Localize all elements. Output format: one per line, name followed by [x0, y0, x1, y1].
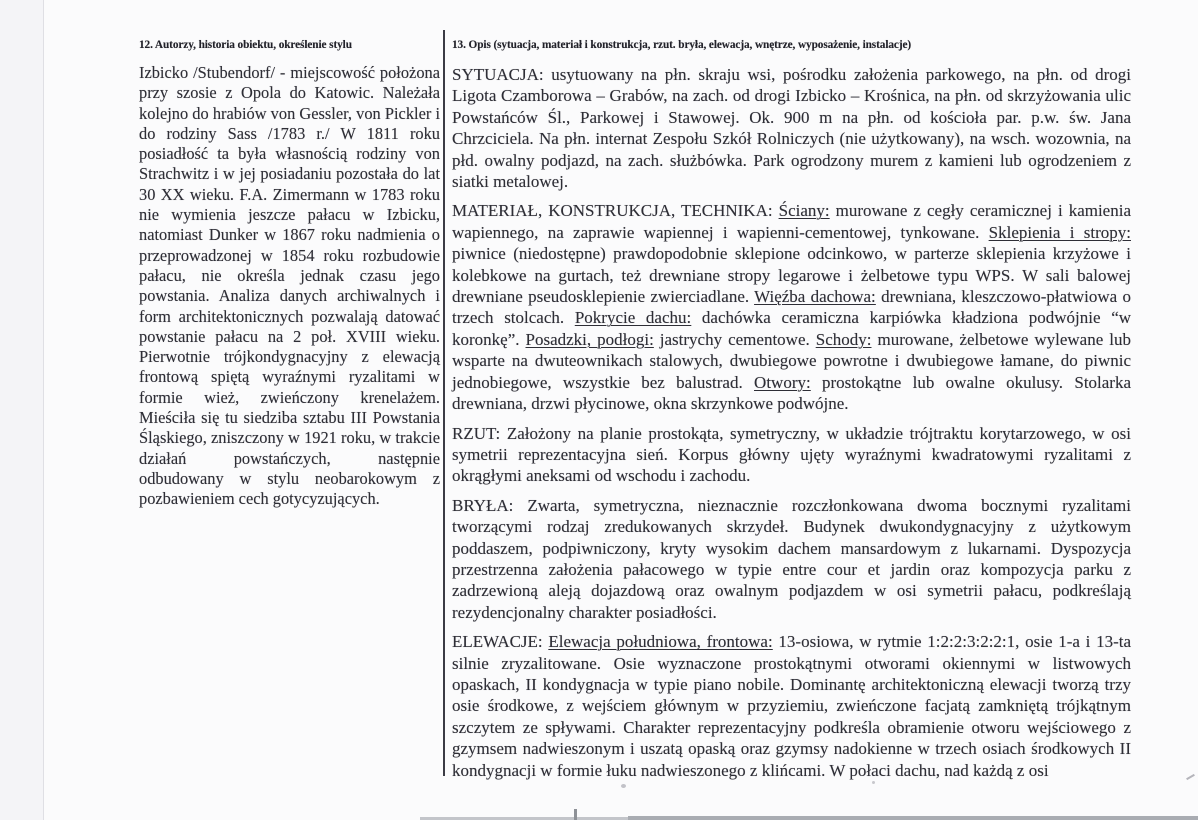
text-run: murowane z cegły ceramicznej i kamienia wapiennego, na zaprawie wapiennej i wapienni-cementowej, tynkowane. [452, 201, 1131, 242]
scan-artifact-speck [1186, 774, 1195, 780]
description-paragraph [452, 495, 1131, 623]
underlined-term: Ściany: [778, 201, 830, 221]
text-run: piwnice (niedostępne) prawdopodobnie sklepione odcinkowo, w parterze sklepienia krzyżowe i kolebkowe na gurtach, też drewniane stropy legarowe i żelbetowe typu WPS. W sali balowej drewniane pseudosklepienie zwierciadlane. [452, 244, 1131, 307]
description-paragraph [452, 423, 1131, 487]
underlined-term: Posadzki, podłogi: [525, 329, 654, 349]
section-13-header: 13. Opis (sytuacja, materiał i konstrukcja, rzut. bryła, elewacja, wnętrze, wyposażenie, instalacje) [452, 39, 912, 51]
text-run: murowane, żelbetowe wylewane lub wsparte na dwuteownikach stalowych, dwubiegowe powrotne i dwubiegowe łamane, do piwnic jednobiegowe, wszystkie bez balustrad. [452, 329, 1131, 392]
column-divider-line [443, 30, 445, 776]
page-left-edge [0, 0, 44, 820]
text-run: RZUT: Założony na planie prostokąta, symetryczny, w układzie trójtraktu korytarzowego, w osi symetrii reprezentacyjna sień. Korpus główny ujęty wyraźnymi kwadratowymi ryzalitami z okrągłymi aneksami od wschodu i zachodu. [452, 423, 1131, 486]
text-run: ELEWACJE: [452, 632, 549, 652]
underlined-term: Więźba dachowa: [754, 287, 876, 307]
underlined-term: Otwory: [754, 372, 811, 392]
text-run: prostokątne lub owalne okulusy. Stolarka drewniana, drzwi płycinowe, okna skrzynkowe podwójne. [452, 372, 1132, 414]
description-paragraph [452, 631, 1131, 781]
text-run: MATERIAŁ, KONSTRUKCJA, TECHNIKA: [452, 201, 779, 221]
text-run: SYTUACJA: usytuowany na płn. skraju wsi, pośrodku założenia parkowego, na płn. od drogi Ligota Czamborowa – Grabów, na zach. od drogi Izbicko – Krośnica, na płn. od skrzyżowania ulic Powstańców Śl., Parkowej i Stawowej. Ok. 900 m na płn. od kościoła par. p.w. św. Jana Chrzciciela. Na płn. internat Zespołu Szkół Rolniczych (nie użytkowany), na wsch. wozownia, na płd. owalny podjazd, na zach. służbówka. Park ogrodzony murem z kamieni lub ogrodzeniem z siatki metalowej. [452, 65, 1131, 192]
underlined-term: Schody: [815, 329, 872, 349]
description-paragraph [452, 200, 1131, 414]
underlined-term: Sklepienia i stropy: [988, 222, 1131, 242]
text-run: 13-osiowa, w rytmie 1:2:2:3:2:2:1, osie 1-a i 13-ta silnie zryzalitowane. Osie wyznaczone prostokątnymi otworami okiennymi w listwowych opaskach, II kondygnacja w typie piano nobile. Dominantę architektoniczną elewacji tworzą trzy osie środkowe, z wejściem głównym w przyziemiu, zwieńczone facjatą zamkniętą trójkątnym szczytem ze spływami. Charakter reprezentacyjny podkreśla obramienie otworu wejściowego z gzymsem nadwieszonym i uszatą opaską oraz gzymsy nadokienne w trzech osiach środkowych II kondygnacji w formie łuku nadwieszonego z klińcami. W połaci dachu, nad każdą z osi [452, 632, 1132, 780]
section-authors-history [139, 38, 440, 510]
underlined-term: Pokrycie dachu: [574, 308, 692, 328]
scan-artifact-bottom-edge-dark [628, 816, 1198, 820]
section-12-header: 12. Autorzy, historia obiektu, określenie stylu [139, 39, 352, 51]
text-run: BRYŁA: Zwarta, symetryczna, nieznacznie rozczłonkowana dwoma bocznymi ryzalitami tworzącymi rodzaj zredukowanych skrzydeł. Budynek dwukondygnacyjny z użytkowym poddaszem, podpiwniczony, kryty wysokim dachem mansardowym z lukarnami. Dyspozycja przestrzenna założenia pałacowego w typie entre cour et jardin oraz kompozycja parku z zadrzewioną aleją dojazdową oraz owalnym podjazdem w osi symetrii pałacu, podkreślają rezydencjonalny charakter posiadłości. [452, 495, 1131, 622]
description-paragraph [452, 64, 1131, 192]
section-13-body [452, 64, 1131, 781]
section-12-body: Izbicko /Stubendorf/ - miejscowość położona przy szosie z Opola do Katowic. Należała kolejno do hrabiów von Gessler, von Pickler i do rodziny Sass /1783 r./ W 1811 roku posiadłość ta była własnością rodziny von Strachwitz i w jej posiadaniu pozostała do lat 30 XX wieku. F.A. Zimermann w 1783 roku nie wymienia jeszcze pałacu w Izbicku, natomiast Dunker w 1867 roku nadmienia o przeprowadzonej w 1854 roku rozbudowie pałacu, nie określa jednak czasu jego powstania. Analiza danych archiwalnych i form architektonicznych pozwalają datować powstanie pałacu na 2 poł. XVIII wieku. Pierwotnie trójkondygnacyjny z elewacją frontową spiętą wyraźnymi ryzalitami w formie wież, zwieńczony krenelażem. Mieściła się tu siedziba sztabu III Powstania Śląskiego, zniszczony w 1921 roku, w trakcie działań powstańczych, następnie odbudowany w stylu neobarokowym z pozbawieniem cech gotycyzujących. [139, 63, 440, 509]
section-description [452, 38, 1131, 781]
text-run: jastrychy cementowe. [653, 329, 816, 349]
scan-artifact-speck [872, 781, 875, 784]
underlined-term: Elewacja południowa, frontowa: [548, 632, 773, 652]
text-run: dachówka ceramiczna karpiówka kładziona podwójnie “w koronkę”. [452, 308, 1132, 349]
scan-artifact-tick [574, 809, 577, 820]
text-run: drewniana, kleszczowo-płatwiowa o trzech stolcach. [452, 287, 1131, 328]
scan-artifact-speck [621, 784, 626, 788]
